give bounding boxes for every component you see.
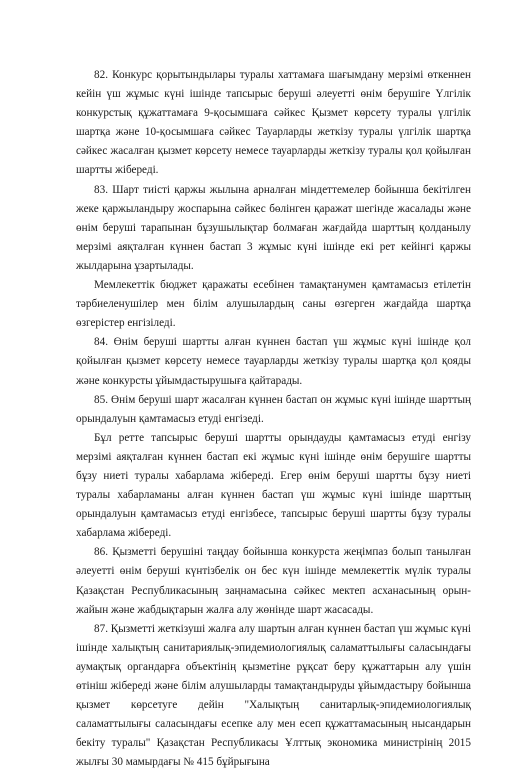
paragraph-84: 84. Өнім беруші шартты алған күннен бастап үш жұмыс күні ішінде қол қойылған қызмет көрсету немесе тауарларды жеткізу туралы шартқа қол қояды және конкурсты ұйымдастырушыға қайтарады. bbox=[76, 336, 471, 387]
paragraph-87: 87. Қызметті жеткізуші жалға алу шартын алған күннен бастап үш жұмыс күні ішінде халықтың санитариялық-эпидемиологиялық саламаттылығы саласындағы аумақтық органдарға объектінің қызметіне рұқсат беру құжаттарын алу үшін өтініш жібереді және білім алушыларды тамақтандыруды ұйымдастыру бойынша қызмет көрсетуге дейін "Халықтың санитарлық-эпидемиологиялық саламаттылығы саласындағы есепке алу мен есеп құжаттамасының нысандарын бекіту туралы" Қазақстан Республикасы Ұлттық экономика министрінің 2015 жылғы 30 мамырдағы № 415 бұйрығына bbox=[76, 622, 471, 769]
paragraph-85-termination-note: Бұл ретте тапсырыс беруші шартты орындауды қамтамасыз етуді енгізу мерзімі аяқталған күннен бастап екі жұмыс күні ішінде өнім берушіге шартты бұзу ниеті туралы хабарлама жібереді. Егер өнім беруші шартты бұзу ниеті туралы хабарламаны алған күннен бастап үш жұмыс күні ішінде шарттың орындалуын қамтамасыз етуді енгізбесе, тапсырыс беруші шартты бұзу туралы хабарлама жібереді. bbox=[76, 431, 471, 540]
paragraph-83-budget-note: Мемлекеттік бюджет қаражаты есебінен тамақтанумен қамтамасыз етілетін тәрбиеленушілер мен білім алушылардың саны өзгерген жағдайда шартқа өзгерістер енгізіледі. bbox=[76, 279, 471, 330]
paragraph-86: 86. Қызметті берушіні таңдау бойынша конкурста жеңімпаз болып танылған әлеуетті өнім беруші күнтізбелік он бес күн ішінде мемлекеттік мүлік туралы Қазақстан Республикасының заңнамасына сәйкес мектеп асханасының орын-жайын және жабдықтарын жалға алу жөнінде шарт жасасады. bbox=[76, 546, 471, 616]
paragraph-85: 85. Өнім беруші шарт жасалған күннен бастап он жұмыс күні ішінде шарттың орындалуын қамтамасыз етуді енгізеді. bbox=[76, 393, 471, 425]
paragraph-83: 83. Шарт тиісті қаржы жылына арналған міндеттемелер бойынша бекітілген жеке қаржыландыру жоспарына сәйкес бөлінген қаражат шегінде жасалады және өнім беруші тарапынан бұзушылықтар болмаған жағдайда шарттың қолданылу мерзімі аяқталған күннен бастап 3 жұмыс күні ішінде екі рет кейінгі қаржы жылдарына ұзартылады. bbox=[76, 183, 471, 272]
paragraph-82: 82. Конкурс қорытындылары туралы хаттамаға шағымдану мерзімі өткеннен кейін үш жұмыс күні ішінде тапсырыс беруші әлеуетті өнім берушіге Үлгілік конкурстық құжаттамаға 9-қосымшаға сәйкес Қызмет көрсету туралы үлгілік шартқа және 10-қосымшаға сәйкес Тауарларды жеткізу туралы үлгілік шартқа сәйкес жасалған қызмет көрсету немесе тауарларды жеткізу туралы қол қойылған шартты жібереді. bbox=[76, 69, 471, 177]
document-body bbox=[76, 66, 471, 772]
